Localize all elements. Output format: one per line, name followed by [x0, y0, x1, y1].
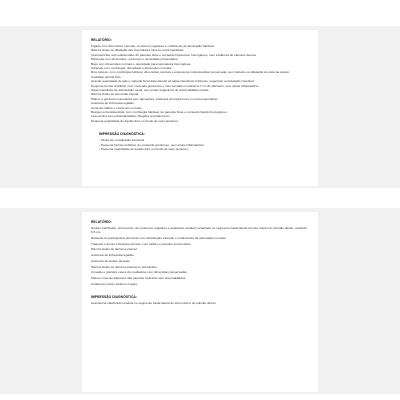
finding-line: Coração e grandes vasos do mediastino com dimensões preservadas.: [91, 270, 188, 275]
finding-line: Lisa uterina sem particularidades. Regiões anexiais livres.: [91, 114, 171, 119]
finding-line: Adrenais com morfologia, densidade e dimensões normais.: [91, 65, 173, 70]
finding-line: Fígado com dimensões normais, contornos regulares e coeficiente de atenuação habitual.: [91, 43, 215, 48]
report-findings: [91, 44, 309, 123]
impression-section: [91, 295, 309, 305]
finding-line: Ausência de lesões pleurais.: [91, 258, 131, 263]
finding-line: Alças intestinais de distribuição usual, sem sinais sugestivos de anormalidades focais.: [91, 87, 210, 92]
finding-line: Não há sinais de aprovisão líquida.: [91, 92, 140, 97]
finding-line: Planos e gordura mesentérica sem alterações. Ausência de líquido livre ou pneumoperitônio.: [91, 96, 219, 101]
finding-line: Ausência de linfonodomegalias.: [91, 253, 135, 258]
impression-line: Granuloma calcificado residual no segmento basal lateral do lobo inferior do pulmão direito.: [91, 301, 217, 306]
finding-line: Arcabouço ósseo torácico íntegro.: [91, 281, 138, 286]
finding-line: Vesícula biliar normodistendida, de paredes finas e conteúdo hipoecoico homogêneo, sem evidência de cálculos densos.: [91, 52, 257, 57]
report-page-top: [82, 30, 318, 186]
finding-line: Pequena quantidade de líquido livre no fundo de saco posterior.: [91, 118, 179, 123]
finding-line: Traqueia e árvore brônquica pérvias, com calibre e paredes preservados.: [91, 241, 192, 246]
section-spacer: [91, 123, 309, 132]
impression-heading: IMPRESSÃO DIAGNÓSTICA:: [91, 295, 137, 300]
finding-line: Pâncreas com dimensões, contornos e densidade preservados.: [91, 57, 179, 62]
impression-section: [91, 132, 309, 151]
report-findings: [91, 226, 309, 286]
impression-heading: IMPRESSÃO DIAGNÓSTICA:: [99, 132, 145, 137]
impression-line: - Pequena quantidade de líquido livre no fundo de saco posterior.: [99, 146, 189, 151]
impression-line: - Sinais de constipação intestinal.: [99, 138, 145, 143]
finding-line: Baço com dimensões normais e densidade parenquimatosa homogênea.: [91, 61, 192, 66]
finding-line: Restante do parênquima pulmonar com distribuição vascular e coeficientes de atenuação normais.: [91, 236, 227, 240]
finding-line: Ausência de linfonodomegalias.: [91, 101, 135, 106]
finding-line: Planos musculo-adiposos das paredes torácicas sem anormalidades.: [91, 275, 187, 280]
finding-line: Não há sinais de derrame pleural ou pericárdico.: [91, 264, 158, 269]
finding-line: Nódulo calcificado, circunscrito, de contornos regulares e aparência residual, localizado no segmento basal lateral do lobo inferior do pulmão direito, medindo 0,5 cm.: [91, 225, 307, 235]
report-heading: RELATÓRIO:: [91, 220, 112, 224]
finding-line: Rins tópicos, com morfologia habitual, dimensões normais e espessura corticomedular preservada, sem cálculos ou dilatação do sistema coletor.: [91, 70, 290, 75]
impression-line: - Pequena hérnia umbilical, de conteúdo gorduroso, sem sinais inflamatórios.: [99, 142, 205, 147]
report-heading: RELATÓRIO:: [91, 38, 112, 42]
finding-line: Aorta de calibre e contornos normais.: [91, 105, 143, 110]
finding-line: Cavidade pleural livre.: [91, 74, 122, 79]
finding-line: Bexiga normodistendida, com morfologia habitual, de paredes finas e conteúdo líquido homogêneo.: [91, 109, 228, 114]
finding-line: Não há sinais de dilatação das vias biliares intra ou extra-hepáticas.: [91, 48, 185, 53]
finding-line: Pequena hérnia umbilical, com conteúdo gorduroso e colo herniário medindo 0,7 cm de diâmetro, sem sinais inflamatórios.: [91, 83, 260, 88]
finding-line: Grande quantidade de gás e material fecal distendendo as alças intestinais colônicas, sugerindo constipação intestinal.: [91, 79, 255, 84]
finding-line: Não há sinais de derrame pleural.: [91, 247, 138, 252]
report-page-bottom: [82, 212, 318, 392]
